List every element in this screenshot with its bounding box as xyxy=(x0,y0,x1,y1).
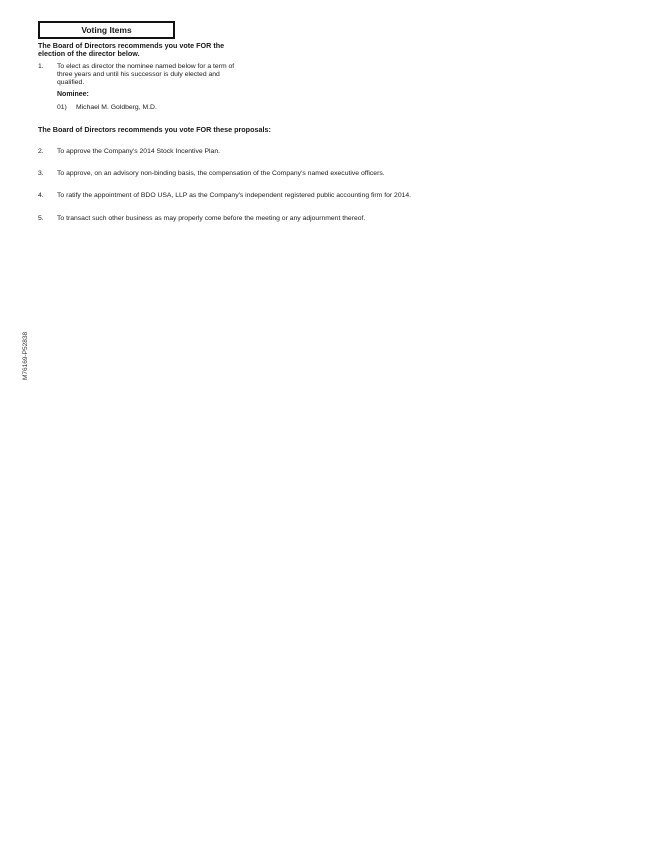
nominee-name: Michael M. Goldberg, M.D. xyxy=(76,104,157,111)
proposal-number: 3. xyxy=(38,170,44,177)
proposals-recommendation: The Board of Directors recommends you vote FOR these proposals: xyxy=(38,125,271,134)
proposal-text: To approve the Company's 2014 Stock Incentive Plan. xyxy=(57,148,221,155)
document-code: M76169-P52838 xyxy=(22,331,29,380)
nominee-number: 01) xyxy=(57,104,67,111)
voting-items-header: Voting Items xyxy=(38,21,175,39)
director-recommendation: The Board of Directors recommends you vote FOR the election of the director below. xyxy=(38,41,225,58)
proposal-text: To ratify the appointment of BDO USA, LLP as the Company's independent registered public accounting firm for 2014. xyxy=(57,192,412,199)
proposal-text: To elect as director the nominee named below for a term of three years and until his successor is duly elected and qualified. xyxy=(57,63,235,86)
nominee-label: Nominee: xyxy=(57,91,89,98)
proposal-text: To transact such other business as may properly come before the meeting or any adjournment thereof. xyxy=(57,215,366,222)
proposal-text: To approve, on an advisory non-binding basis, the compensation of the Company's named executive officers. xyxy=(57,170,385,177)
proposal-number: 1. xyxy=(38,63,44,70)
proposal-number: 5. xyxy=(38,215,44,222)
proposal-number: 4. xyxy=(38,192,44,199)
proposal-number: 2. xyxy=(38,148,44,155)
